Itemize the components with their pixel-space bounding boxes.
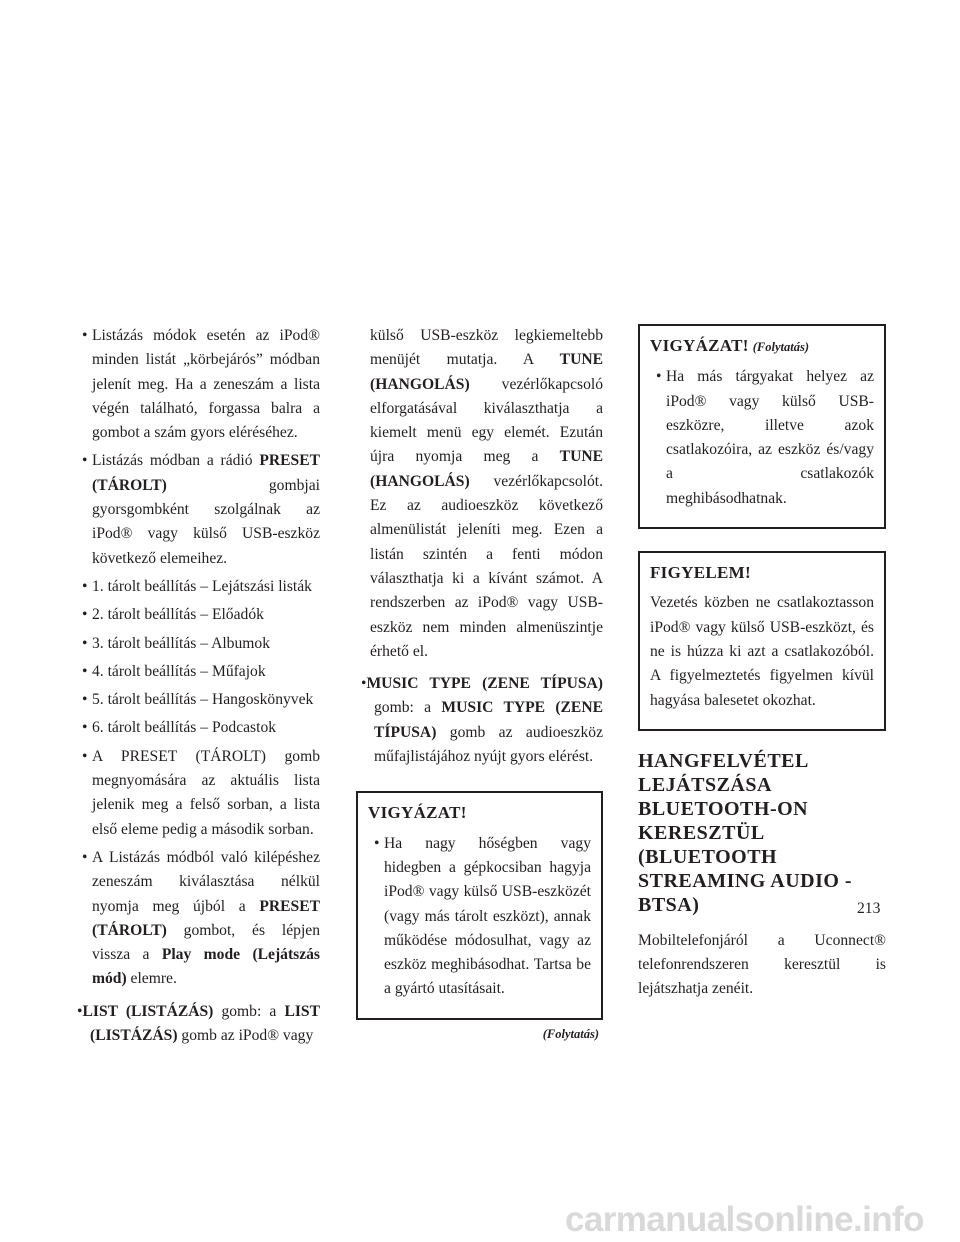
preset-item: • 3. tárolt beállítás – Albumok [82, 634, 271, 652]
warning-title-text: VIGYÁZAT! [650, 336, 749, 355]
warning-text: Ha más tárgyakat helyez az iPod® vagy külső USB-eszközre, illetve azok csatlakozóira, az eszköz és/vagy a csatlakozók meghibásodhatnak. [666, 368, 874, 507]
preset-text: 3. tárolt beállítás – Albumok [92, 634, 271, 652]
bullet-item: • Listázás módban a rádió PRESET (TÁROLT) gombjai gyorsgombként szolgálnak az iPod® vagy külső USB-eszköz következő elemeihez. [82, 452, 320, 567]
preset-item: • 6. tárolt beállítás – Podcastok [82, 719, 277, 737]
preset-keyword: PRESET (TÁROLT) [92, 897, 320, 939]
main-bullet-music-type: •MUSIC TYPE (ZENE TÍPUSA) gomb: a MUSIC TYPE (ZENE TÍPUSA) gomb az audioeszköz műfajlistájához nyújt gyors elérést. [361, 675, 603, 766]
list-continuation [356, 324, 603, 664]
body-text: vezérlőkapcsoló elforgatásával kiválaszthatja a kiemelt menü egy elemét. Ezután újra nyomja meg a [370, 375, 603, 466]
bullet-text: A PRESET (TÁROLT) gomb megnyomására az aktuális lista jelenik meg a felső sorban, a lista első eleme pedig a második sorban. [92, 747, 320, 838]
column-right [638, 324, 886, 1006]
section-heading: HANGFELVÉTEL LEJÁTSZÁSA BLUETOOTH-ON KERESZTÜL (BLUETOOTH STREAMING AUDIO - BTSA) [638, 749, 853, 916]
preset-item: • 4. tárolt beállítás – Műfajok [82, 662, 266, 680]
bullet-text: gomb: a [213, 1002, 285, 1020]
warning-box [356, 791, 603, 1019]
bullet-text: gombjai gyorsgombként szolgálnak az iPod® vagy külső USB-eszköz következő elemeihez. [92, 476, 320, 567]
preset-item: • 1. tárolt beállítás – Lejátszási listák [82, 577, 312, 595]
body-text: külső USB-eszköz legkiemeltebb menüjét mutatja. A [370, 327, 603, 369]
bullet-text: A Listázás módból való kilépéshez zeneszám kiválasztása nélkül nyomja meg újból a [92, 848, 320, 915]
warning-item: • Ha más tárgyakat helyez az iPod® vagy külső USB-eszközre, illetve azok csatlakozóira, az eszköz és/vagy a csatlakozók meghibásodhatnak. [656, 368, 874, 507]
main-bullet-list: •LIST (LISTÁZÁS) gomb: a LIST (LISTÁZÁS) gomb az iPod® vagy [77, 1002, 320, 1045]
music-type-keyword: MUSIC TYPE (ZENE TÍPUSA) [374, 699, 603, 741]
bullet-item: • A PRESET (TÁROLT) gomb megnyomására az aktuális lista jelenik meg a felső sorban, a lista első eleme pedig a második sorban. [82, 747, 320, 838]
list-keyword: LIST (LISTÁZÁS) [90, 1002, 320, 1045]
warning-item: • Ha nagy hőségben vagy hidegben a gépkocsiban hagyja iPod® vagy külső USB-eszközét (vagy más tárolt eszközt), annak működése módosulhat, vagy az eszköz meghibásodhat. Tartsa be a gyártó utasításait. [374, 834, 591, 998]
page-number: 213 [857, 900, 881, 917]
column-middle [356, 324, 603, 1046]
warning-text: Ha nagy hőségben vagy hidegben a gépkocsiban hagyja iPod® vagy külső USB-eszközét (vagy más tárolt eszközt), annak működése módosulhat, vagy az eszköz meghibásodhat. Tartsa be a gyártó utasításait. [384, 834, 591, 998]
bullet-text: gombot, és lépjen vissza a [92, 921, 320, 964]
preset-text: 1. tárolt beállítás – Lejátszási listák [92, 577, 312, 595]
column-left [72, 324, 320, 1052]
preset-text: 4. tárolt beállítás – Műfajok [92, 662, 266, 680]
bullet-text: gomb az iPod® vagy [177, 1027, 314, 1045]
bullet-text: Listázás módok esetén az iPod® minden listát „körbejárós” módban jelenít meg. Ha a zeneszám a lista végén található, forgassa balra a gombot a szám gyors eléréséhez. [92, 327, 320, 442]
bullet-item: • Listázás módok esetén az iPod® minden listát „körbejárós” módban jelenít meg. Ha a zeneszám a lista végén található, forgassa balra a gombot a szám gyors eléréséhez. [82, 327, 320, 442]
continued-note: (Folytatás) [542, 1026, 599, 1041]
body-text: gomb az audioeszköz műfajlistájához nyújt gyors elérést. [374, 723, 603, 766]
bullet-item: • A Listázás módból való kilépéshez zeneszám kiválasztása nélkül nyomja meg újból a PRESET (TÁROLT) gombot, és lépjen vissza a Play mode (Lejátszás mód) elemre. [82, 848, 321, 988]
body-text: vezérlőkapcsolót. Ez az audioeszköz következő almenülistát jeleníti meg. Ezen a listán szintén a fenti módon választhatja ki a kívánt számot. A rendszerben az iPod® vagy USB-eszköz nem minden almenüszintje érhető el. [370, 472, 603, 660]
warning-title [650, 334, 874, 359]
preset-item: • 5. tárolt beállítás – Hangoskönyvek [82, 691, 314, 709]
preset-text: 6. tárolt beállítás – Podcastok [92, 719, 277, 737]
caution-box [638, 551, 886, 731]
body-text: gomb: a [374, 699, 442, 717]
caution-title: FIGYELEM! [650, 563, 751, 583]
preset-text: 2. tárolt beállítás – Előadók [92, 606, 264, 624]
play-mode-keyword: Play mode (Lejátszás mód) [92, 946, 321, 988]
music-type-keyword: MUSIC TYPE (ZENE TÍPUSA) [366, 675, 603, 693]
tune-keyword: TUNE (HANGOLÁS) [370, 448, 603, 490]
caution-text: Vezetés közben ne csatlakoztasson iPod® vagy külső USB-eszközt, és ne is húzza ki azt a csatlakozóból. A figyelmeztetés figyelmen kívül hagyása balesetet okozhat. [650, 594, 874, 709]
bullet-text: Listázás módban a rádió [92, 452, 260, 470]
warning-title: VIGYÁZAT! [368, 803, 467, 823]
svg-text:carmanualsonline.info: carmanualsonline.info [565, 1200, 924, 1238]
preset-keyword: PRESET (TÁROLT) [92, 452, 320, 494]
warning-continued-label: (Folytatás) [752, 340, 809, 354]
preset-item: • 2. tárolt beállítás – Előadók [82, 606, 264, 624]
warning-box-continued [638, 324, 886, 529]
section-text: Mobiltelefonjáról a Uconnect® telefonrendszeren keresztül is lejátszhatja zenéit. [638, 931, 886, 998]
watermark-logo [563, 1198, 958, 1238]
list-keyword: LIST (LISTÁZÁS) [82, 1002, 214, 1020]
preset-text: 5. tárolt beállítás – Hangoskönyvek [92, 691, 314, 709]
tune-keyword: TUNE (HANGOLÁS) [370, 351, 603, 393]
bullet-text: elemre. [126, 970, 177, 988]
